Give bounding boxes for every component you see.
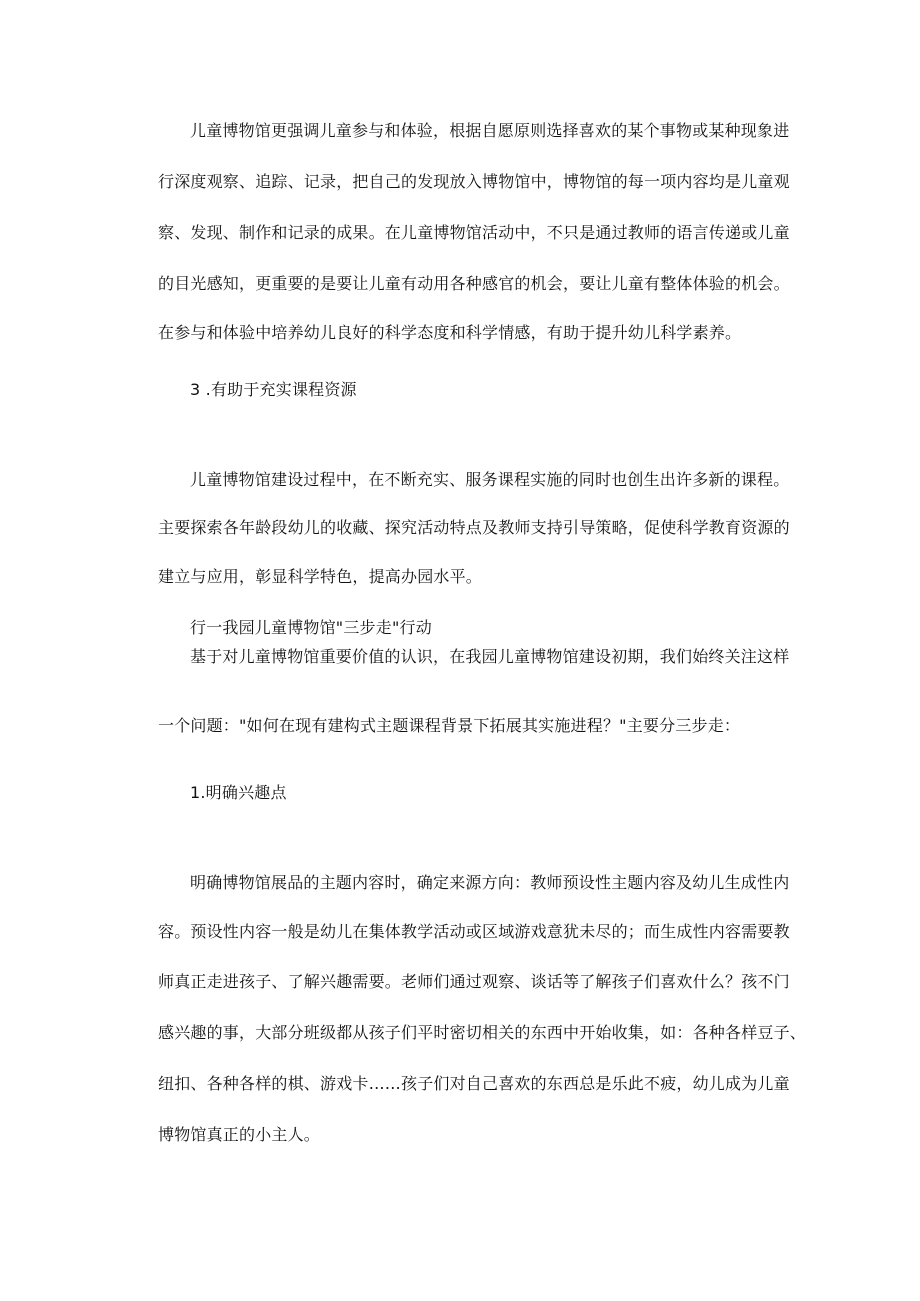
paragraph-line: 的目光感知，更重要的是要让儿童有动用各种感官的机会，要让儿童有整体体验的机会。 — [158, 274, 790, 293]
numbered-heading-clarify-interest: 1.明确兴趣点 — [190, 783, 287, 802]
paragraph-line: 儿童博物馆建设过程中，在不断充实、服务课程实施的同时也创生出许多新的课程。 — [190, 470, 790, 489]
paragraph-line: 察、发现、制作和记录的成果。在儿童博物馆活动中，不只是通过教师的语言传递或儿童 — [158, 223, 790, 242]
paragraph-line: 感兴趣的事，大部分班级都从孩子们平时密切相关的东西中开始收集，如：各种各样豆子、 — [158, 1023, 807, 1042]
paragraph-line: 基于对儿童博物馆重要价值的认识，在我园儿童博物馆建设初期，我们始终关注这样 — [190, 647, 790, 666]
paragraph-line: 明确博物馆展品的主题内容时，确定来源方向：教师预设性主题内容及幼儿生成性内 — [190, 873, 790, 892]
paragraph-line: 一个问题："如何在现有建构式主题课程背景下拓展其实施进程？"主要分三步走： — [158, 716, 741, 735]
paragraph-line: 博物馆真正的小主人。 — [158, 1125, 321, 1144]
paragraph-line: 主要探索各年龄段幼儿的收藏、探究活动特点及教师支持引导策略，促使科学教育资源的 — [158, 518, 790, 537]
paragraph-line: 容。预设性内容一般是幼儿在集体教学活动或区域游戏意犹未尽的；而生成性内容需要教 — [158, 922, 790, 941]
section-heading-three-steps: 行一我园儿童博物馆"三步走"行动 — [190, 618, 432, 637]
numbered-heading-enrich-curriculum: 3 .有助于充实课程资源 — [190, 380, 357, 399]
paragraph-line: 行深度观察、追踪、记录，把自己的发现放入博物馆中，博物馆的每一项内容均是儿童观 — [158, 172, 790, 191]
paragraph-line: 师真正走进孩子、了解兴趣需要。老师们通过观察、谈话等了解孩子们喜欢什么？孩不门 — [158, 972, 790, 991]
paragraph-line: 建立与应用，彰显科学特色，提高办园水平。 — [158, 567, 483, 586]
paragraph-line: 儿童博物馆更强调儿童参与和体验，根据自愿原则选择喜欢的某个事物或某种现象进 — [190, 121, 790, 140]
paragraph-line: 在参与和体验中培养幼儿良好的科学态度和科学情感，有助于提升幼儿科学素养。 — [158, 323, 742, 342]
paragraph-line: 纽扣、各种各样的棋、游戏卡……孩子们对自己喜欢的东西总是乐此不疲，幼儿成为儿童 — [158, 1074, 790, 1093]
